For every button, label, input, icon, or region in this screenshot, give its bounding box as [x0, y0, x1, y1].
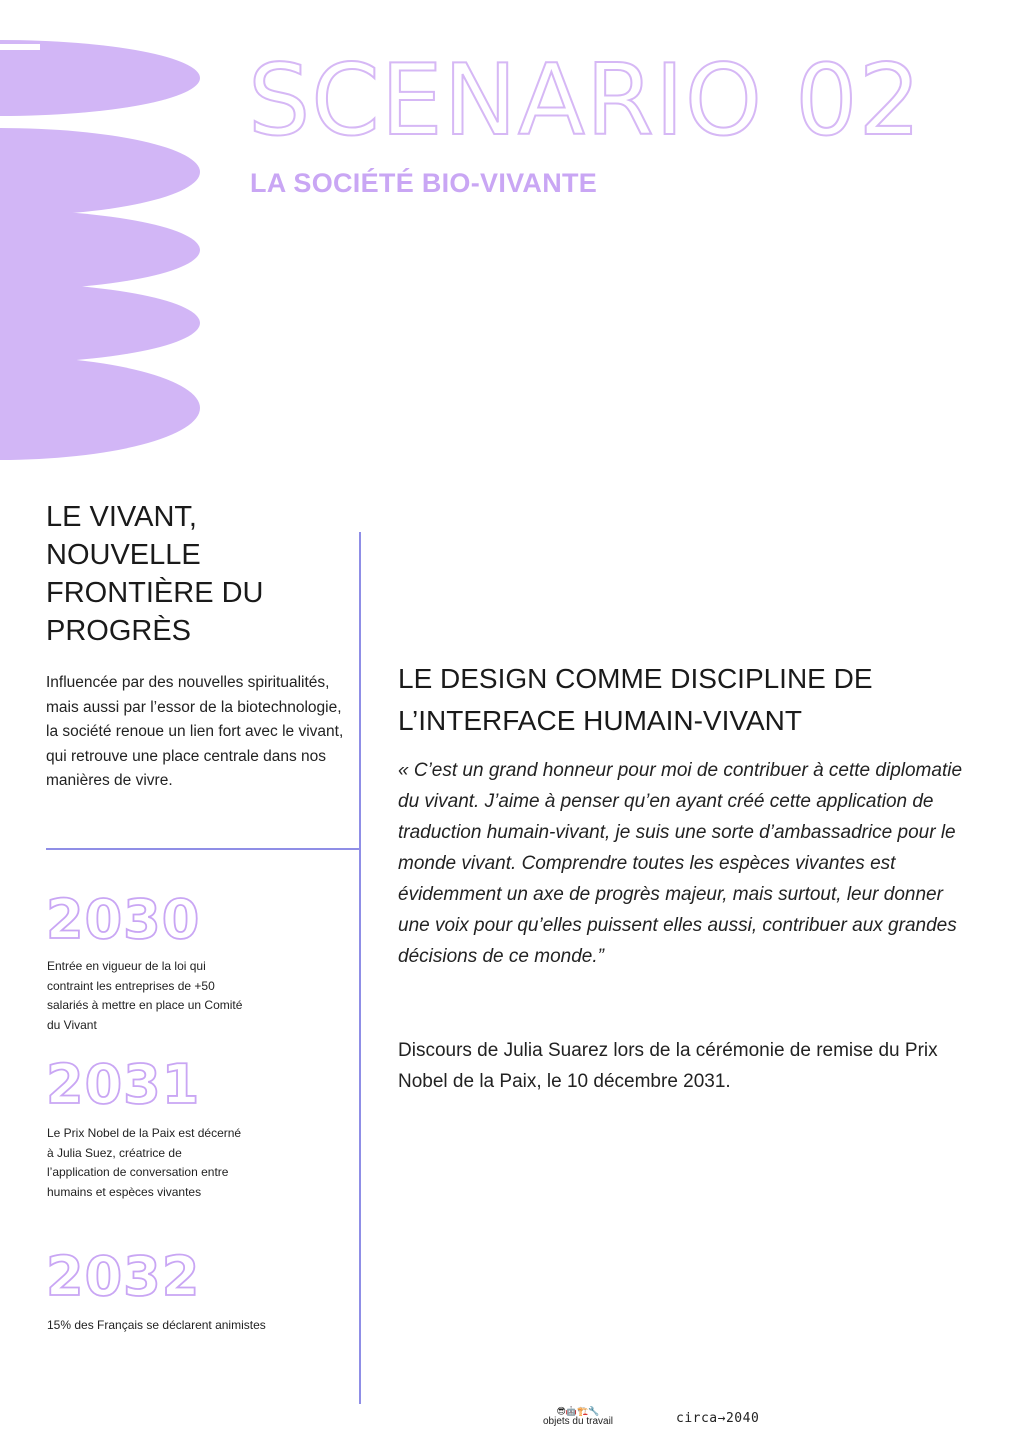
circa-2040-logo: circa→2040	[676, 1411, 760, 1426]
year-2030: 2030	[46, 888, 201, 951]
left-intro: Influencée par des nouvelles spiritualités, mais aussi par l’essor de la biotechnologie, la société renoue un lien fort avec le vivant, qui retrouve une place centrale dans nos manières de vivre.	[46, 674, 344, 789]
year-2032-description: 15% des Français se déclarent animistes	[47, 1318, 266, 1332]
decorative-ellipse-stack	[0, 0, 210, 470]
year-2031-description: Le Prix Nobel de la Paix est décerné à Julia Suez, créatrice de l’application de conversation entre humains et espèces vivantes	[47, 1126, 242, 1199]
objets-du-travail-logo	[536, 1406, 620, 1428]
scenario-subtitle: LA SOCIÉTÉ BIO-VIVANTE	[250, 168, 598, 198]
left-heading: LE VIVANT, NOUVELLE FRONTIÈRE DU PROGRÈS	[46, 501, 264, 647]
year-2030-description: Entrée en vigueur de la loi qui contraint les entreprises de +50 salariés à mettre en place un Comité du Vivant	[47, 959, 243, 1032]
year-2032: 2032	[46, 1245, 201, 1308]
logo-objets-text: objets du travail	[542, 1416, 614, 1427]
right-heading: LE DESIGN COMME DISCIPLINE DE L’INTERFACE HUMAIN-VIVANT	[398, 663, 873, 736]
quote-caption: Discours de Julia Suarez lors de la cérémonie de remise du Prix Nobel de la Paix, le 10 décembre 2031.	[398, 1040, 938, 1092]
speech-quote: « C’est un grand honneur pour moi de contribuer à cette diplomatie du vivant. J’aime à penser qu’en ayant créé cette application de traduction humain-vivant, je suis une sorte d’ambassadrice pour le monde vivant. Comprendre toutes les espèces vivantes est évidemment un axe de progrès majeur, mais surtout, leur donner une voix pour qu’elles puissent elles aussi, contribuer aux grandes décisions de ce monde.”	[398, 760, 963, 967]
horizontal-divider	[46, 848, 361, 850]
logo-emoji-icons: 😎🤖🏗️🔧	[556, 1406, 600, 1416]
vertical-divider	[359, 532, 361, 1404]
scenario-title: SCENARIO 02	[248, 44, 922, 158]
year-2031: 2031	[46, 1053, 201, 1116]
